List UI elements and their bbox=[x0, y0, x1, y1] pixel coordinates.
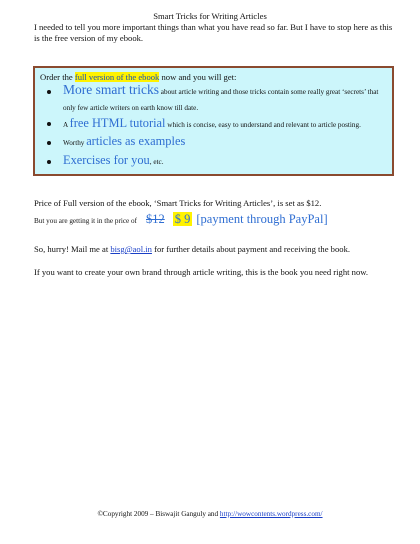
old-price: $12 bbox=[146, 212, 165, 226]
offer-item-emphasis: Exercises for you bbox=[63, 153, 150, 167]
offer-item-emphasis: articles as examples bbox=[86, 134, 186, 148]
new-price: $ 9 bbox=[174, 212, 191, 226]
offer-item-prefix: A bbox=[63, 121, 70, 129]
price-offer-row bbox=[34, 210, 404, 228]
full-version-highlight: full version of the ebook bbox=[74, 72, 160, 82]
copyright-text: ©Copyright 2009 – Biswajit Ganguly and bbox=[97, 510, 220, 518]
price-getting-text: But you are getting it in the price of bbox=[34, 217, 137, 225]
contact-before: So, hurry! Mail me at bbox=[34, 244, 111, 254]
offer-item-smart-tricks bbox=[35, 83, 387, 115]
offer-lead bbox=[40, 72, 236, 82]
email-link[interactable]: bisg@aol.in bbox=[110, 244, 152, 254]
offer-list bbox=[35, 83, 387, 169]
offer-item-prefix: Worthy bbox=[63, 139, 87, 147]
brand-paragraph: If you want to create your own brand through article writing, this is the book you need right now. bbox=[34, 267, 369, 277]
offer-item-articles bbox=[35, 134, 387, 150]
offer-box bbox=[33, 66, 394, 176]
payment-note: [payment through PayPal] bbox=[196, 212, 328, 226]
page-title: Smart Tricks for Writing Articles bbox=[153, 11, 267, 21]
bullet-icon bbox=[47, 160, 51, 164]
offer-lead-after: now and you will get: bbox=[159, 72, 237, 82]
price-statement: Price of Full version of the ebook, ‘Smart Tricks for Writing Articles’, is set as $12. bbox=[34, 198, 322, 208]
footer bbox=[0, 510, 420, 518]
bullet-icon bbox=[47, 122, 51, 126]
bullet-icon bbox=[47, 141, 51, 145]
intro-paragraph: I needed to tell you more important things than what you have read so far. But I have to stop here as this is the free version of my ebook. bbox=[34, 22, 393, 43]
offer-item-exercises bbox=[35, 153, 387, 169]
offer-item-text: about article writing and those tricks contain some really great ‘secrets’ that only few article writers on earth know till date. bbox=[63, 88, 379, 112]
offer-item-text: which is concise, easy to understand and relevant to article posting. bbox=[165, 121, 361, 129]
offer-item-emphasis: More smart tricks bbox=[63, 82, 159, 97]
contact-after: for further details about payment and receiving the book. bbox=[151, 244, 351, 254]
offer-item-text: , etc. bbox=[149, 158, 164, 166]
website-link[interactable]: http://wowcontents.wordpress.com/ bbox=[219, 510, 323, 518]
offer-item-emphasis: free HTML tutorial bbox=[69, 116, 166, 130]
bullet-icon bbox=[47, 90, 51, 94]
offer-item-html-tutorial bbox=[35, 117, 387, 131]
offer-lead-before: Order the bbox=[40, 72, 75, 82]
contact-paragraph bbox=[34, 244, 400, 254]
